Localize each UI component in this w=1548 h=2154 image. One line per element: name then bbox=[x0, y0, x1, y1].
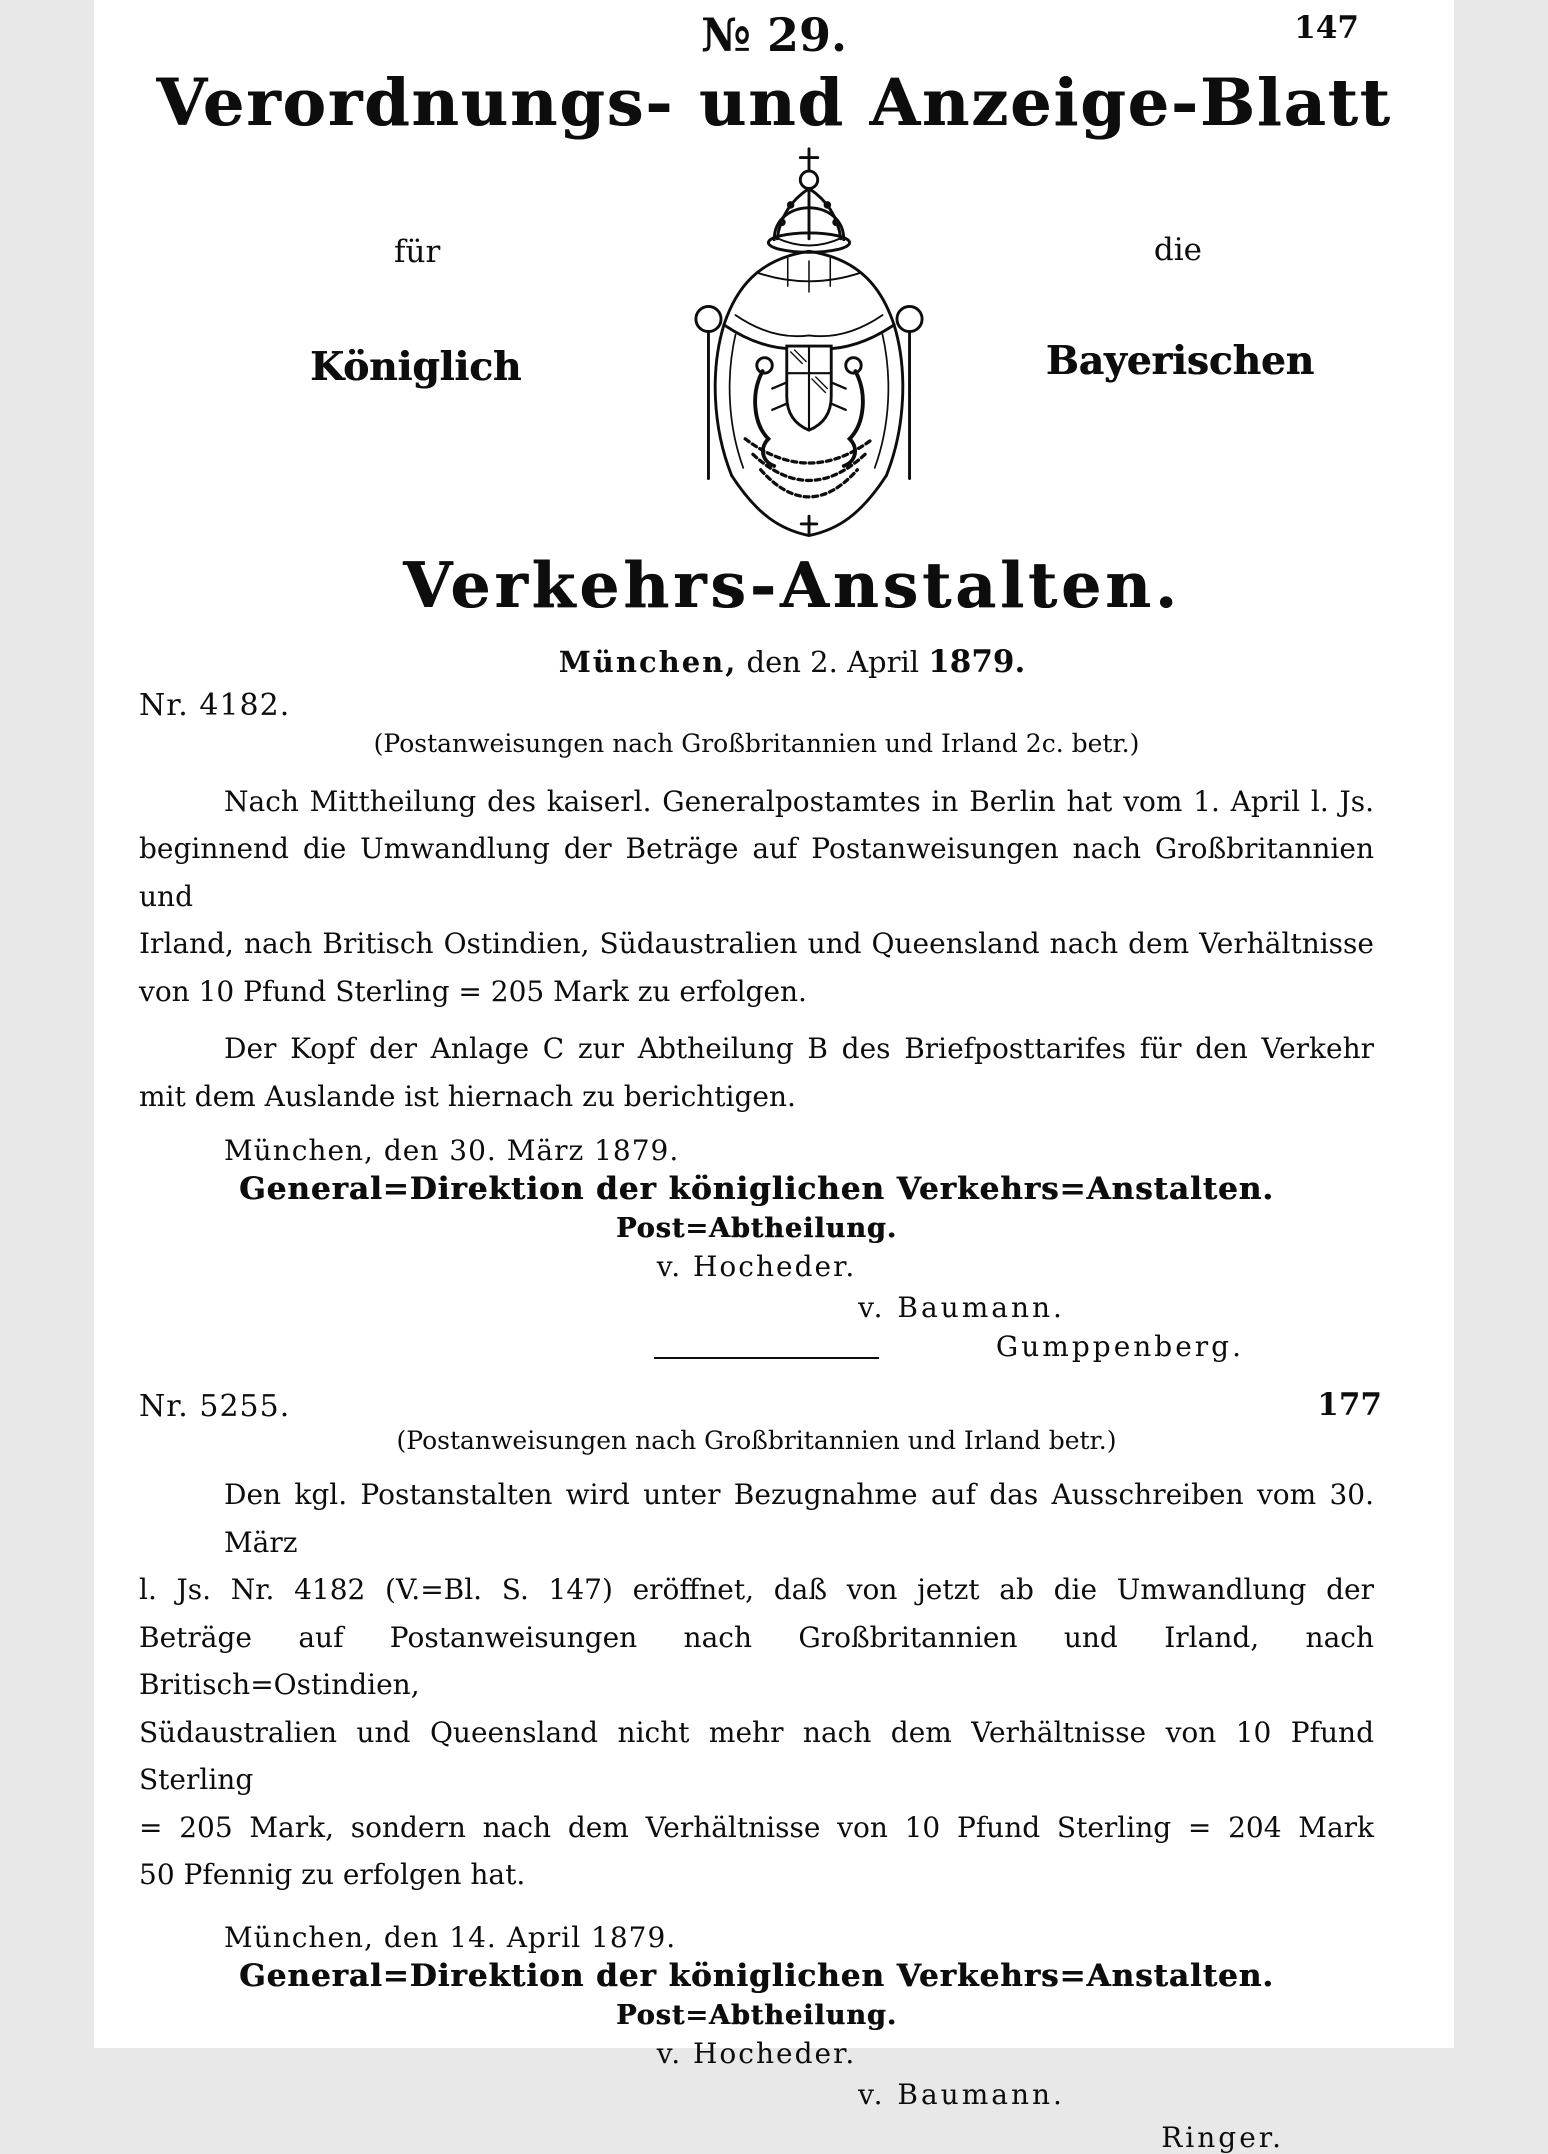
masthead-issue-row bbox=[94, 0, 1454, 66]
text-line: mit dem Auslande ist hiernach zu berichtigen. bbox=[139, 1079, 796, 1113]
notice1-signature-org: General=Direktion der königlichen Verkehrs=Anstalten. bbox=[239, 1171, 1274, 1208]
text-line: Den kgl. Postanstalten wird unter Bezugnahme auf das Ausschreiben vom 30. März bbox=[224, 1478, 1374, 1559]
gazette-page bbox=[94, 0, 1454, 2154]
masthead-title: Verkehrs-Anstalten. bbox=[403, 547, 1181, 622]
text-line: Südaustralien und Queensland nicht mehr nach dem Verhältnisse von 10 Pfund Sterling bbox=[139, 1715, 1374, 1797]
notice2-signature-baumann: v. Baumann. bbox=[858, 2077, 1065, 2111]
notice1-paragraph2 bbox=[139, 1025, 1374, 1120]
text-line: von 10 Pfund Sterling = 205 Mark zu erfolgen. bbox=[139, 974, 807, 1008]
page-number-147: 147 bbox=[1294, 10, 1359, 46]
text-line: l. Js. Nr. 4182 (V.=Bl. S. 147) eröffnet, daß von jetzt ab die Umwandlung der bbox=[139, 1573, 1374, 1607]
notice2-subject: (Postanweisungen nach Großbritannien und Irland betr.) bbox=[396, 1426, 1117, 1456]
notice2-number: Nr. 5255. bbox=[139, 1389, 291, 1425]
notice1-place-date: München, den 30. März 1879. bbox=[224, 1134, 680, 1168]
notice2-signature-hocheder: v. Hocheder. bbox=[656, 2036, 857, 2070]
text-line: Irland, nach Britisch Ostindien, Südaustralien und Queensland nach dem Verhältnisse bbox=[139, 927, 1374, 961]
notice1-paragraph1 bbox=[139, 778, 1374, 1016]
notice1-number: Nr. 4182. bbox=[139, 687, 291, 723]
masthead-headline: Verordnungs- und Anzeige-Blatt bbox=[156, 65, 1392, 141]
notice2-number-row bbox=[139, 1381, 1382, 1425]
issue-number: № 29. bbox=[700, 8, 848, 62]
text-line: 50 Pfennig zu erfolgen hat. bbox=[139, 1858, 526, 1892]
notice1-signature-hocheder: v. Hocheder. bbox=[656, 1250, 857, 1284]
page-number-177: 177 bbox=[1317, 1387, 1382, 1424]
notice2-place-date: München, den 14. April 1879. bbox=[224, 1920, 677, 1954]
notice2-signature-ringer: Ringer. bbox=[1161, 2120, 1284, 2154]
text-line: Nach Mittheilung des kaiserl. Generalpostamtes in Berlin hat vom 1. April l. Js. bbox=[224, 784, 1374, 818]
notice2-signature-org: General=Direktion der königlichen Verkehrs=Anstalten. bbox=[239, 1957, 1274, 1994]
masthead-crest-zone bbox=[94, 146, 1454, 566]
masthead-word-bayerischen: Bayerischen bbox=[1045, 337, 1314, 384]
bavarian-coat-of-arms-icon bbox=[664, 142, 954, 554]
text-line: = 205 Mark, sondern nach dem Verhältnisse von 10 Pfund Sterling = 204 Mark bbox=[139, 1810, 1374, 1844]
section-divider-rule bbox=[654, 1357, 879, 1359]
text-line: Beträge auf Postanweisungen nach Großbritannien und Irland, nach Britisch=Ostindien, bbox=[139, 1620, 1374, 1702]
dateline-city: München, bbox=[558, 644, 738, 679]
masthead-word-koeniglich: Königlich bbox=[310, 343, 522, 390]
notice1-signature-dept: Post=Abtheilung. bbox=[615, 1213, 898, 1245]
body-column bbox=[139, 687, 1382, 2154]
notice1-signature-baumann: v. Baumann. bbox=[858, 1291, 1065, 1325]
masthead-word-fuer: für bbox=[394, 233, 441, 270]
dateline-year: 1879. bbox=[928, 643, 1026, 680]
text-line: beginnend die Umwandlung der Beträge auf Postanweisungen nach Großbritannien und bbox=[139, 832, 1374, 913]
dateline-mid: den 2. April bbox=[737, 644, 929, 679]
notice2-signature-dept: Post=Abtheilung. bbox=[615, 1999, 898, 2031]
text-line: Der Kopf der Anlage C zur Abtheilung B des Briefposttarifes für den Verkehr bbox=[224, 1032, 1374, 1066]
masthead-word-die: die bbox=[1153, 231, 1202, 268]
notice1-subject: (Postanweisungen nach Großbritannien und Irland 2c. betr.) bbox=[373, 728, 1140, 758]
masthead-dateline bbox=[112, 644, 1472, 680]
notice1-signature-gumppenberg: Gumppenberg. bbox=[995, 1330, 1244, 1364]
notice2-paragraph bbox=[139, 1471, 1374, 1899]
